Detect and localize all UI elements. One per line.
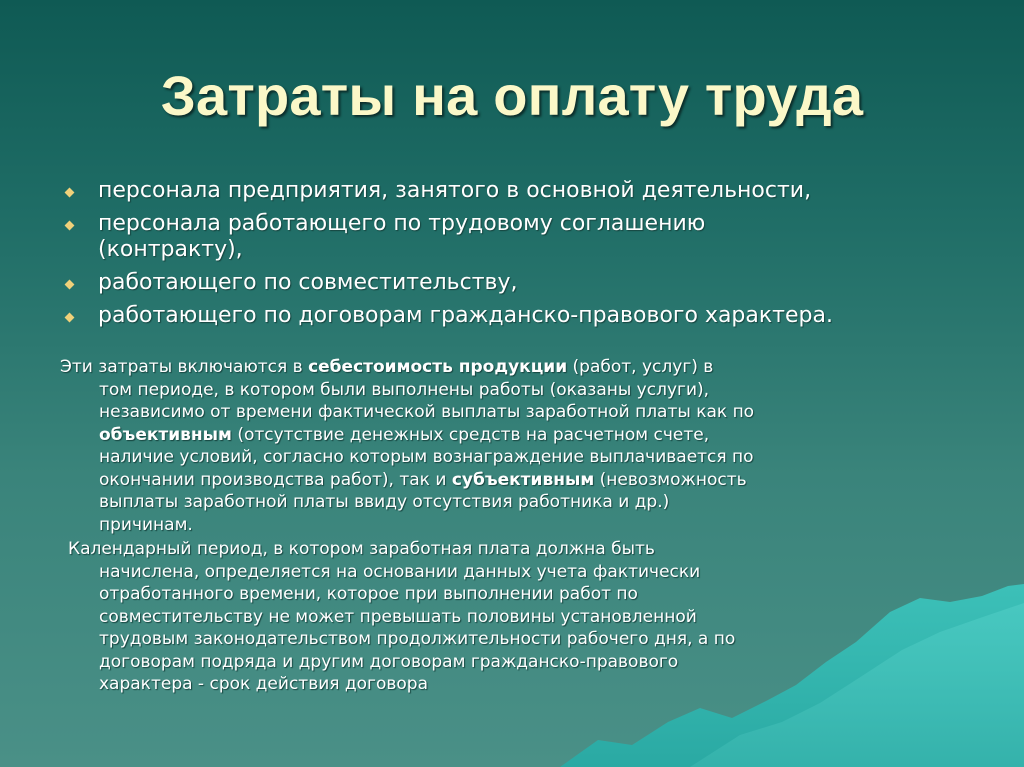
paragraph-line: отработанного времени, которое при выполнении работ по: [99, 584, 638, 604]
bullet-text: работающего по совместительству,: [98, 270, 518, 295]
emphasis-cost-of-production: себестоимость продукции: [308, 357, 568, 377]
diamond-bullet-icon: [65, 313, 75, 323]
bullet-item-part-time: [62, 270, 962, 296]
bullet-item-labor-agreement: [62, 211, 962, 263]
bullet-text: персонала предприятия, занятого в основной деятельности,: [98, 178, 812, 203]
paragraph-line: выплаты заработной платы ввиду отсутствия работника и др.): [99, 492, 670, 512]
paragraph-line: причинам.: [99, 514, 193, 535]
paragraph-text: (отсутствие денежных средств на расчетном счете,: [231, 424, 710, 445]
paragraph-line: [60, 424, 965, 447]
paragraph-line: Календарный период, в котором заработная плата должна быть: [68, 539, 655, 559]
paragraph-text: окончании производства работ), так и: [99, 469, 452, 490]
paragraph-line: начислена, определяется на основании данных учета фактически: [99, 561, 701, 582]
bullet-text: персонала работающего по трудовому соглашению: [98, 211, 706, 236]
paragraph-line: [60, 469, 965, 492]
calendar-period-paragraph: [68, 538, 965, 696]
paragraph-text: (работ, услуг) в: [567, 357, 714, 377]
paragraph-line: характера - срок действия договора: [99, 674, 429, 694]
paragraph-line: трудовым законодательством продолжительности рабочего дня, а по: [99, 629, 736, 649]
emphasis-subjective: субъективным: [451, 469, 595, 490]
slide-title: Затраты на оплату труда: [160, 64, 864, 127]
bullet-text: работающего по договорам гражданско-правового характера.: [98, 303, 833, 328]
bullet-text-continuation: (контракту),: [98, 237, 243, 262]
bullet-item-civil-contracts: [62, 303, 962, 329]
cost-inclusion-paragraph: [60, 356, 965, 536]
paragraph-text: Эти затраты включаются в: [60, 357, 309, 377]
diamond-bullet-icon: [65, 221, 75, 231]
diamond-bullet-icon: [65, 280, 75, 290]
diamond-bullet-icon: [65, 188, 75, 198]
paragraph-line: договорам подряда и другим договорам гражданско-правового: [99, 651, 679, 672]
paragraph-line: совместительству не может превышать половины установленной: [99, 606, 697, 627]
emphasis-objective: объективным: [99, 424, 232, 445]
paragraph-line: том периоде, в котором были выполнены работы (оказаны услуги),: [99, 379, 710, 400]
bullet-list: [62, 178, 962, 336]
paragraph-text: (невозможность: [594, 469, 747, 490]
bullet-item-main-activity: [62, 178, 962, 204]
paragraph-line: независимо от времени фактической выплаты заработной платы как по: [99, 402, 755, 422]
paragraph-line: [60, 356, 965, 379]
paragraph-line: наличие условий, согласно которым вознаграждение выплачивается по: [99, 447, 754, 467]
